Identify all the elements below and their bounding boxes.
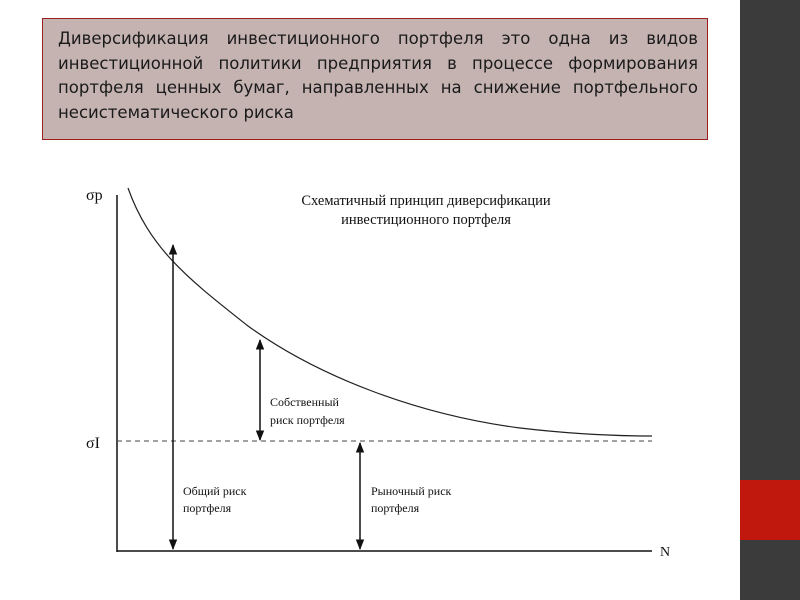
y-axis-label: σp bbox=[86, 187, 103, 204]
x-axis-label: N bbox=[660, 545, 671, 560]
own-risk-label-line1: Собственный bbox=[270, 395, 339, 409]
diagram-title-line2: инвестиционного портфеля bbox=[341, 212, 511, 228]
diversification-diagram bbox=[75, 168, 685, 588]
market-level-label: σI bbox=[86, 435, 100, 452]
market-risk-label-line1: Рыночный риск bbox=[371, 484, 452, 498]
total-risk-label-line1: Общий риск bbox=[183, 484, 247, 498]
market-risk-label-line2: портфеля bbox=[371, 501, 420, 515]
own-risk-label-line2: риск портфеля bbox=[270, 413, 345, 427]
definition-text: Диверсификация инвестиционного портфеля это одна из видов инвестиционной политики предприятия в процессе формирования портфеля ценных бумаг, направленных на снижение портфельного несистематического риска bbox=[58, 29, 698, 122]
diagram-title-line1: Схематичный принцип диверсификации bbox=[301, 193, 551, 209]
total-risk-label-line2: портфеля bbox=[183, 501, 232, 515]
definition-box bbox=[42, 18, 708, 140]
right-accent-block bbox=[740, 480, 800, 540]
